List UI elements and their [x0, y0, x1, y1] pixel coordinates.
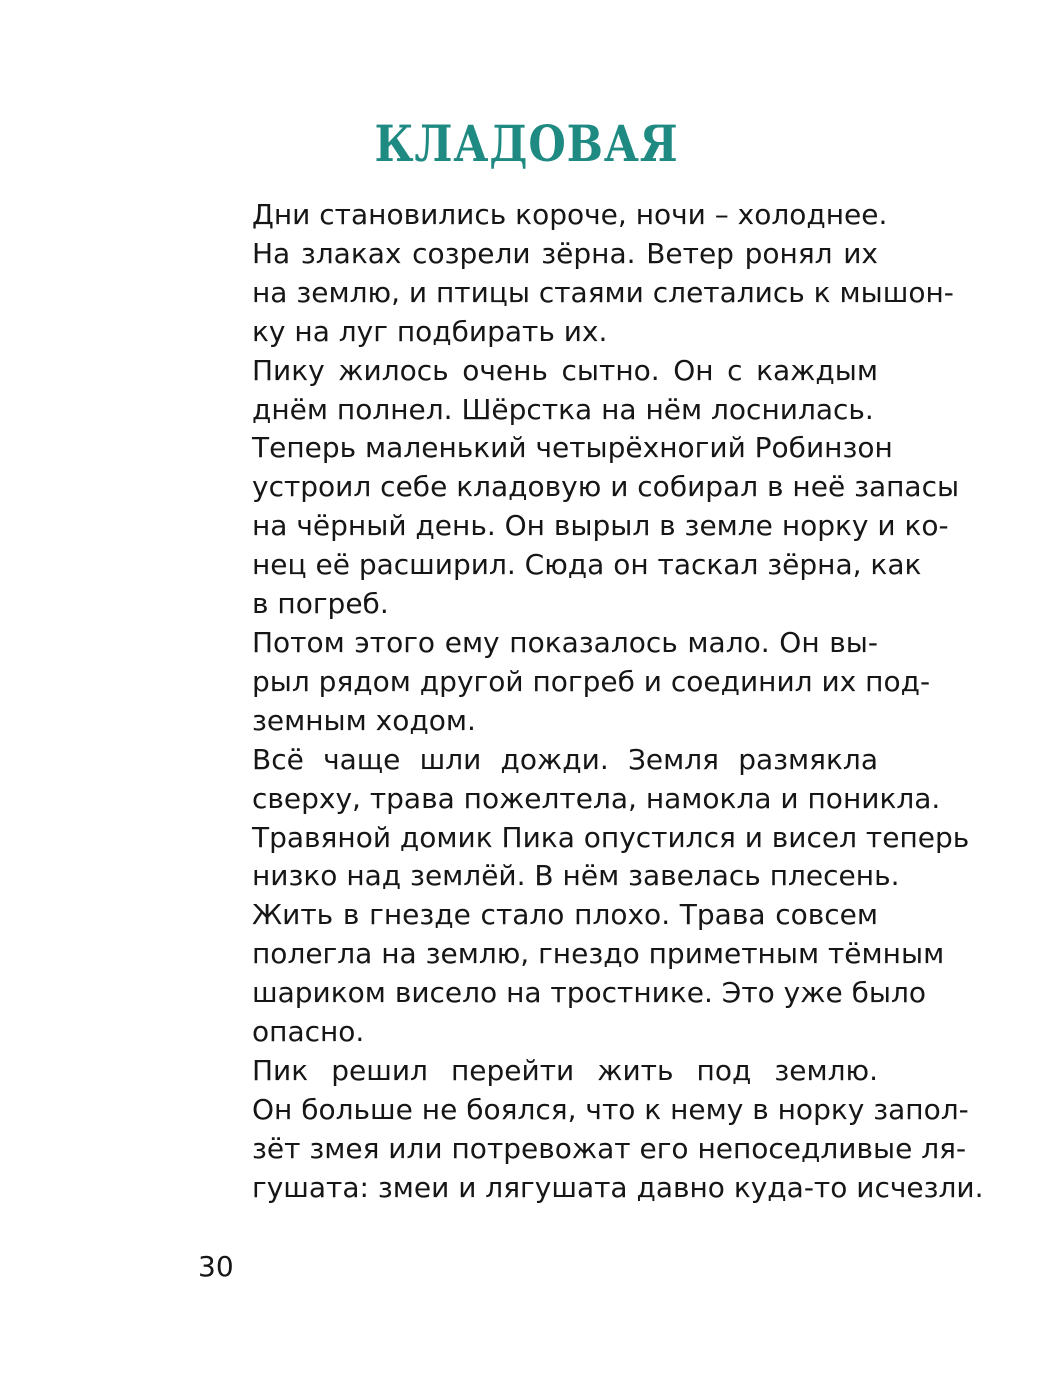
text-line: На злаках созрели зёрна. Ветер ронял их [252, 236, 878, 270]
text-line: Он больше не боялся, что к нему в норку запол- [252, 1092, 969, 1126]
text-line: рыл рядом другой погреб и соединил их под- [252, 664, 931, 698]
text-line: Всё чаще шли дожди. Земля размякла [252, 742, 878, 776]
text-line: нец её расширил. Сюда он таскал зёрна, как [252, 548, 922, 582]
text-line: на землю, и птицы стаями слетались к мышон- [252, 275, 954, 309]
text-line: Теперь маленький четырёхногий Робинзон [252, 431, 893, 465]
page-number: 30 [198, 1250, 234, 1283]
chapter-body [198, 196, 984, 1208]
text-line: Травяной домик Пика опустился и висел теперь [252, 820, 970, 854]
text-line: низко над землёй. В нём завелась плесень. [252, 859, 900, 893]
text-line: Дни становились короче, ночи – холоднее. [252, 198, 888, 231]
text-line: устроил себе кладовую и собирал в неё запасы [252, 470, 960, 504]
text-line: Жить в гнезде стало плохо. Трава совсем [252, 898, 878, 932]
text-line: сверху, трава пожелтела, намокла и поникла. [252, 781, 941, 815]
text-line: земным ходом. [252, 703, 476, 737]
paragraph [198, 741, 970, 897]
text-line: гушата: змеи и лягушата давно куда-то исчезли. [252, 1170, 984, 1204]
text-line: полегла на землю, гнездо приметным тёмным [252, 937, 945, 971]
paragraph [198, 1052, 984, 1208]
paragraph [198, 896, 945, 1052]
chapter-title: КЛАДОВАЯ [374, 114, 679, 173]
text-line: Пик решил перейти жить под землю. [252, 1053, 878, 1087]
text-line: зёт змея или потревожат его непоседливые ля- [252, 1131, 967, 1165]
text-line: Пику жилось очень сытно. Он с каждым [252, 353, 878, 387]
paragraph [198, 429, 960, 624]
text-line: ку на луг подбирать их. [252, 314, 608, 348]
text-line: днём полнел. Шёрстка на нём лоснилась. [252, 392, 874, 426]
text-line: шариком висело на тростнике. Это уже было [252, 976, 927, 1010]
text-line: опасно. [252, 1015, 365, 1049]
paragraph [198, 624, 931, 741]
paragraph [198, 235, 954, 352]
paragraph [198, 196, 888, 235]
text-line: Потом этого ему показалось мало. Он вы- [252, 625, 878, 659]
text-line: в погреб. [252, 587, 389, 621]
paragraph [198, 352, 878, 430]
text-line: на чёрный день. Он вырыл в земле норку и ко- [252, 509, 949, 543]
